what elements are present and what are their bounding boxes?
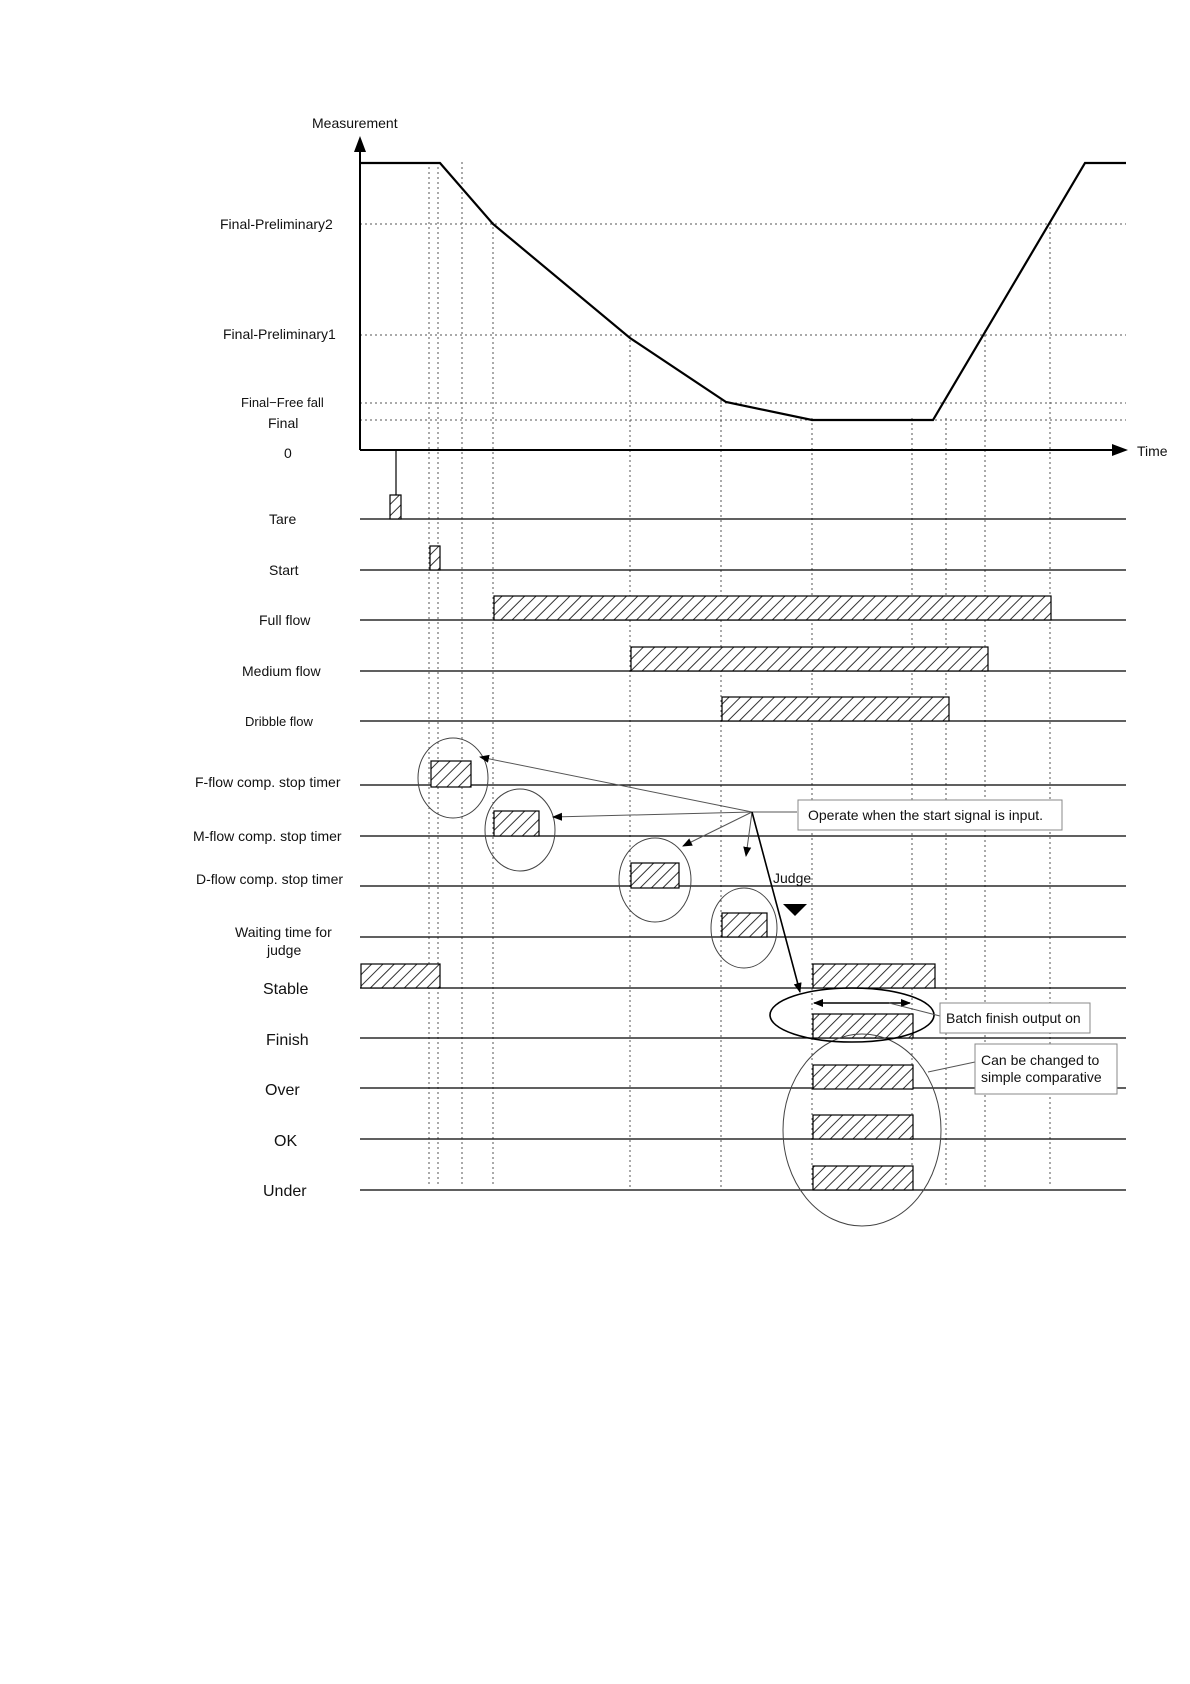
signal-label-medium-flow: Medium flow [242, 663, 321, 679]
signal-label-under: Under [263, 1183, 307, 1200]
m-timer-pulse [494, 811, 539, 836]
dribble-flow-pulse [722, 697, 949, 721]
signal-label-tare: Tare [269, 511, 297, 527]
x-axis-title: Time [1137, 443, 1168, 459]
level-prelim1: Final-Preliminary1 [223, 326, 336, 342]
tare-pulse [390, 495, 401, 519]
operate-callout-text: Operate when the start signal is input. [808, 807, 1044, 823]
y-axis-arrow-icon [354, 136, 366, 152]
level-lines [360, 224, 1126, 420]
measurement-curve [360, 163, 1126, 420]
y-axis-title: Measurement [312, 115, 398, 131]
full-flow-pulse [494, 596, 1051, 620]
over-pulse [813, 1065, 913, 1089]
judge-marker-icon [783, 904, 807, 916]
stable-pulse-2 [813, 964, 935, 988]
stable-pulse-1 [361, 964, 440, 988]
level-prelim2: Final-Preliminary2 [220, 216, 333, 232]
level-final: Final [268, 415, 299, 431]
signal-label-ok: OK [274, 1133, 298, 1150]
under-pulse [813, 1166, 913, 1190]
ok-pulse [813, 1115, 913, 1139]
signal-label-m-timer: M-flow comp. stop timer [193, 828, 342, 844]
judge-arrow [752, 812, 800, 992]
changeable-leader [928, 1062, 975, 1072]
axes [354, 136, 1128, 456]
judge-label: Judge [773, 870, 812, 886]
f-timer-pulse [431, 761, 471, 787]
signal-label-dribble-flow: Dribble flow [245, 714, 313, 729]
signal-label-f-timer: F-flow comp. stop timer [195, 774, 341, 790]
changeable-callout-line1: Can be changed to [981, 1052, 1100, 1068]
signal-label-waiting-1: Waiting time for [235, 924, 332, 940]
waiting-pulse [722, 913, 767, 937]
signal-label-full-flow: Full flow [259, 612, 311, 628]
d-timer-pulse [631, 863, 679, 888]
signal-label-start: Start [269, 562, 299, 578]
signal-label-d-timer: D-flow comp. stop timer [196, 871, 344, 887]
level-zero: 0 [284, 445, 292, 461]
signal-label-stable: Stable [263, 981, 309, 998]
level-freefall: Final−Free fall [241, 395, 324, 410]
x-axis-arrow-icon [1112, 444, 1128, 456]
start-pulse [430, 546, 440, 570]
signal-label-finish: Finish [266, 1032, 309, 1049]
signal-label-over: Over [265, 1082, 300, 1099]
medium-flow-pulse [631, 647, 988, 671]
signal-label-waiting-2: judge [267, 942, 302, 958]
batch-finish-callout-text: Batch finish output on [946, 1010, 1081, 1026]
changeable-callout-line2: simple comparative [981, 1069, 1102, 1085]
